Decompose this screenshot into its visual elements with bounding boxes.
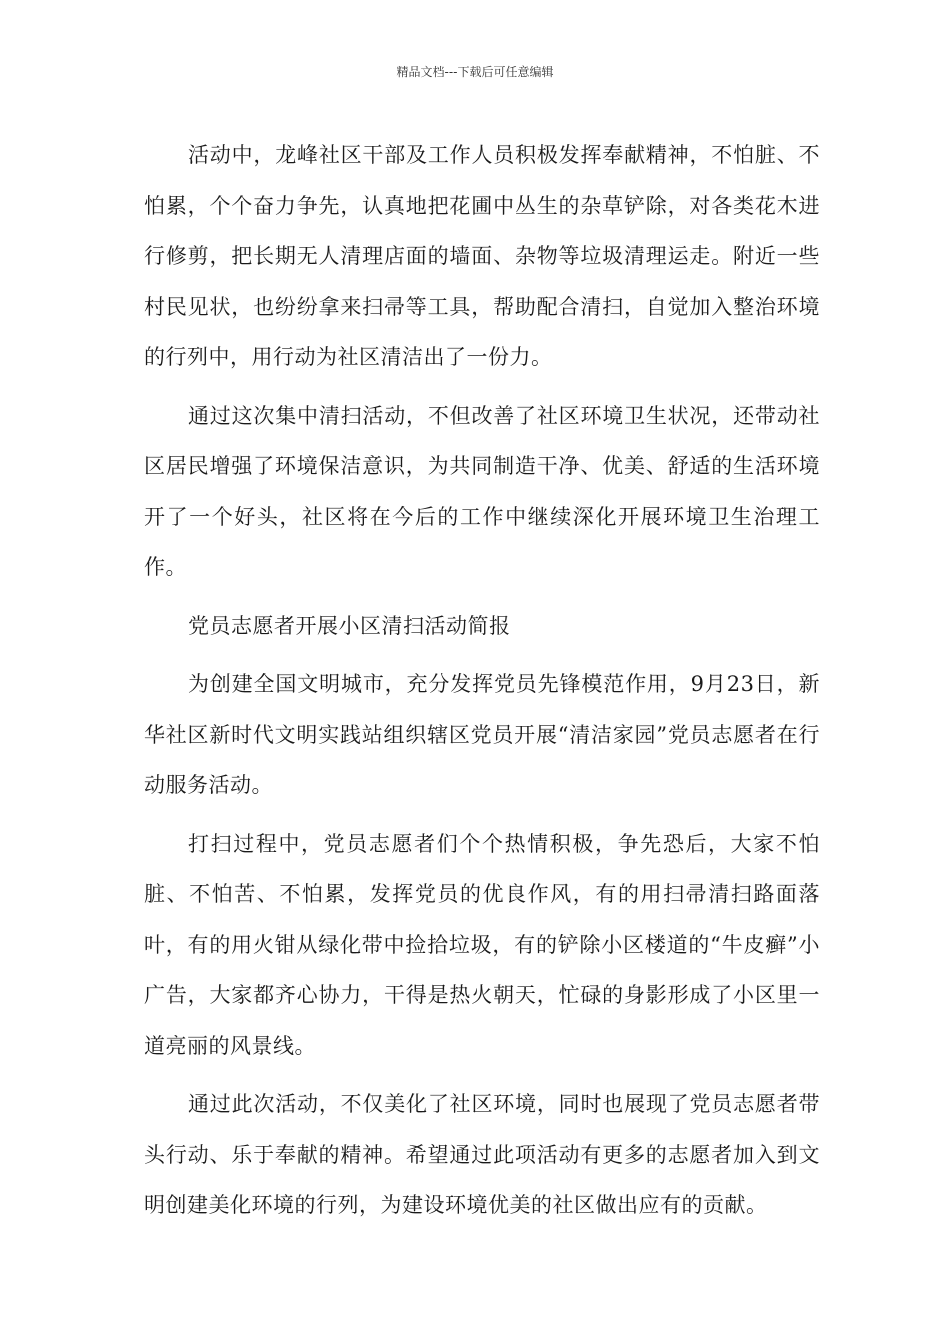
paragraph-intro: 为创建全国文明城市，充分发挥党员先锋模范作用，9月23日，新华社区新时代文明实践站组织辖区党员开展“清洁家园”党员志愿者在行动服务活动。 bbox=[144, 672, 820, 797]
paragraph-activity: 活动中，龙峰社区干部及工作人员积极发挥奉献精神，不怕脏、不怕累，个个奋力争先，认真地把花圃中丛生的杂草铲除，对各类花木进行修剪，把长期无人清理店面的墙面、杂物等垃圾清理运走。附近一些村民见状，也纷纷拿来扫帚等工具，帮助配合清扫，自觉加入整治环境的行列中，用行动为社区清洁出了一份力。 bbox=[144, 143, 820, 369]
paragraph-result: 通过这次集中清扫活动，不但改善了社区环境卫生状况，还带动社区居民增强了环境保洁意识，为共同制造干净、优美、舒适的生活环境开了一个好头，社区将在今后的工作中继续深化开展环境卫生治理工作。 bbox=[144, 403, 820, 579]
section-title: 党员志愿者开展小区清扫活动简报 bbox=[188, 613, 511, 638]
document-body bbox=[144, 130, 820, 1239]
paragraph-process: 打扫过程中，党员志愿者们个个热情积极，争先恐后，大家不怕脏、不怕苦、不怕累，发挥党员的优良作风，有的用扫帚清扫路面落叶，有的用火钳从绿化带中捡拾垃圾，有的铲除小区楼道的“牛皮癣”小广告，大家都齐心协力，干得是热火朝天，忙碌的身影形成了小区里一道亮丽的风景线。 bbox=[144, 831, 820, 1058]
paragraph-conclusion: 通过此次活动，不仅美化了社区环境，同时也展现了党员志愿者带头行动、乐于奉献的精神。希望通过此项活动有更多的志愿者加入到文明创建美化环境的行列，为建设环境优美的社区做出应有的贡献。 bbox=[144, 1092, 820, 1217]
page-header: 精品文档---下载后可任意编辑 bbox=[396, 65, 554, 79]
